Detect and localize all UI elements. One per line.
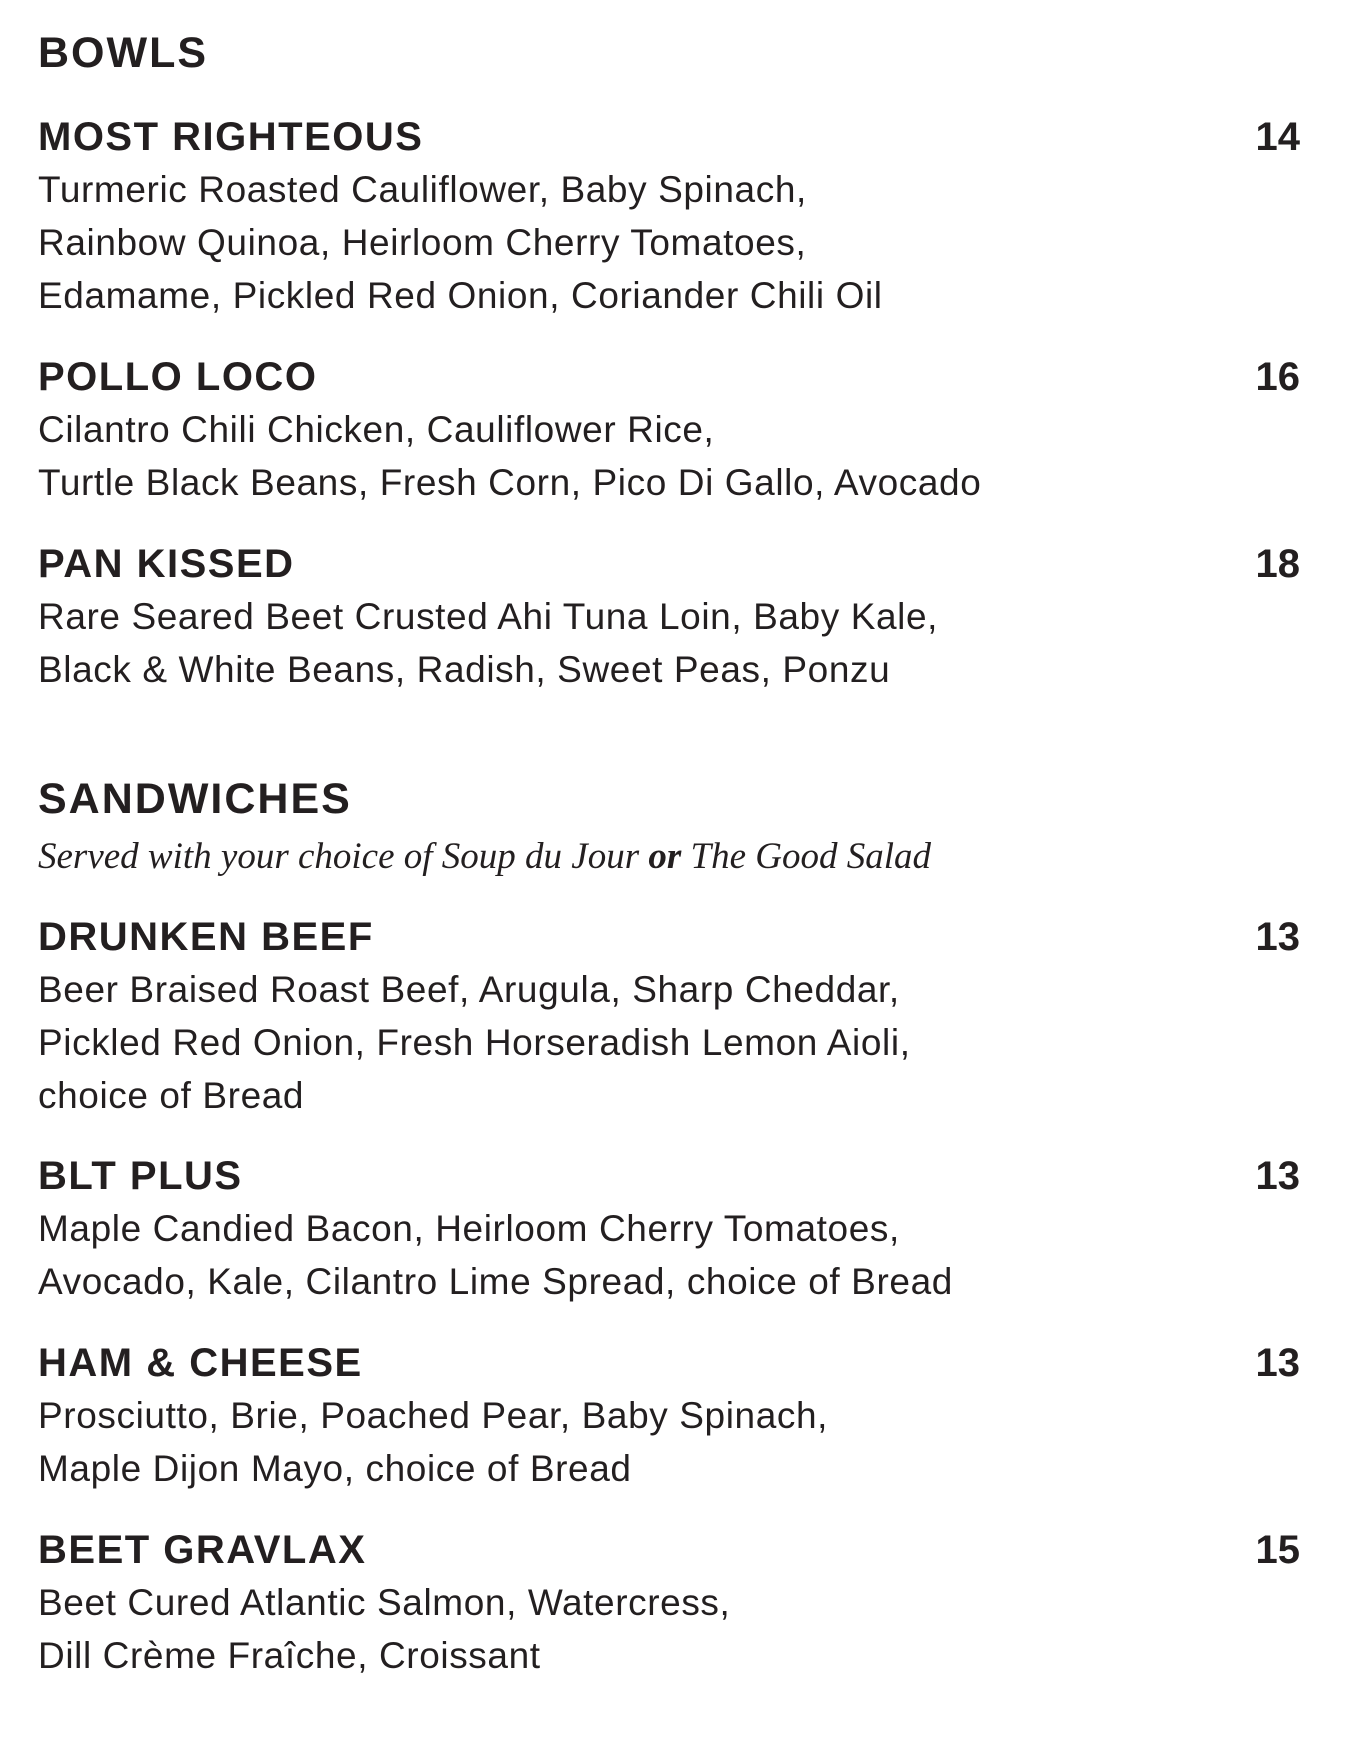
- note-or: or: [648, 836, 682, 877]
- description-line: Turtle Black Beans, Fresh Corn, Pico Di Gallo, Avocado: [38, 462, 982, 503]
- menu-item-price: 13: [1255, 1341, 1300, 1385]
- menu-item-most-righteous: [38, 111, 1300, 322]
- description-line: Rainbow Quinoa, Heirloom Cherry Tomatoes,: [38, 222, 807, 263]
- description-line: Dill Crème Fraîche, Croissant: [38, 1635, 541, 1676]
- description-line: Pickled Red Onion, Fresh Horseradish Lemon Aioli,: [38, 1022, 911, 1063]
- description-line: Beer Braised Roast Beef, Arugula, Sharp Cheddar,: [38, 969, 900, 1010]
- note-text: Served with your choice of Soup du Jour: [38, 836, 649, 877]
- menu-item-description: [38, 590, 1300, 696]
- note-text: The Good Salad: [681, 836, 932, 877]
- description-line: Edamame, Pickled Red Onion, Coriander Chili Oil: [38, 275, 883, 316]
- menu-item-ham-and-cheese: [38, 1337, 1300, 1495]
- description-line: Maple Dijon Mayo, choice of Bread: [38, 1448, 632, 1489]
- menu-item-price: 13: [1255, 915, 1300, 959]
- menu-item-name: BLT PLUS: [38, 1154, 243, 1198]
- description-line: Prosciutto, Brie, Poached Pear, Baby Spinach,: [38, 1395, 829, 1436]
- menu-item-header: [38, 351, 1300, 403]
- menu-item-price: 18: [1255, 542, 1300, 586]
- menu-item-description: [38, 163, 1300, 322]
- menu-item-name: HAM & CHEESE: [38, 1341, 363, 1385]
- menu-item-beet-gravlax: [38, 1524, 1300, 1682]
- menu-item-price: 13: [1255, 1154, 1300, 1198]
- description-line: Avocado, Kale, Cilantro Lime Spread, choice of Bread: [38, 1261, 953, 1302]
- description-line: Beet Cured Atlantic Salmon, Watercress,: [38, 1582, 731, 1623]
- description-line: Turmeric Roasted Cauliflower, Baby Spinach,: [38, 169, 807, 210]
- menu-item-description: [38, 403, 1300, 509]
- menu-item-name: POLLO LOCO: [38, 355, 318, 399]
- menu-item-description: [38, 1576, 1300, 1682]
- menu-item-description: [38, 963, 1300, 1122]
- description-line: choice of Bread: [38, 1075, 305, 1116]
- menu-item-pan-kissed: [38, 538, 1300, 696]
- sandwiches-section-title: SANDWICHES: [38, 775, 352, 823]
- menu-item-description: [38, 1389, 1300, 1495]
- menu-item-header: [38, 1524, 1300, 1576]
- description-line: Black & White Beans, Radish, Sweet Peas, Ponzu: [38, 649, 891, 690]
- menu-item-description: [38, 1202, 1300, 1308]
- menu-item-header: [38, 911, 1300, 963]
- menu-item-drunken-beef: [38, 911, 1300, 1122]
- menu-item-header: [38, 111, 1300, 163]
- description-line: Maple Candied Bacon, Heirloom Cherry Tomatoes,: [38, 1208, 900, 1249]
- menu-page: [38, 0, 1300, 1745]
- description-line: Rare Seared Beet Crusted Ahi Tuna Loin, Baby Kale,: [38, 596, 939, 637]
- menu-item-name: MOST RIGHTEOUS: [38, 115, 424, 159]
- description-line: Cilantro Chili Chicken, Cauliflower Rice,: [38, 409, 715, 450]
- menu-item-price: 16: [1255, 355, 1300, 399]
- bowls-section-title: BOWLS: [38, 29, 209, 77]
- menu-item-header: [38, 538, 1300, 590]
- menu-item-price: 14: [1255, 115, 1300, 159]
- menu-item-price: 15: [1255, 1528, 1300, 1572]
- sandwiches-section-note: [38, 835, 931, 879]
- menu-item-blt-plus: [38, 1150, 1300, 1308]
- menu-item-name: PAN KISSED: [38, 542, 295, 586]
- menu-item-name: BEET GRAVLAX: [38, 1528, 367, 1572]
- menu-item-pollo-loco: [38, 351, 1300, 509]
- menu-item-name: DRUNKEN BEEF: [38, 915, 374, 959]
- menu-item-header: [38, 1337, 1300, 1389]
- menu-item-header: [38, 1150, 1300, 1202]
